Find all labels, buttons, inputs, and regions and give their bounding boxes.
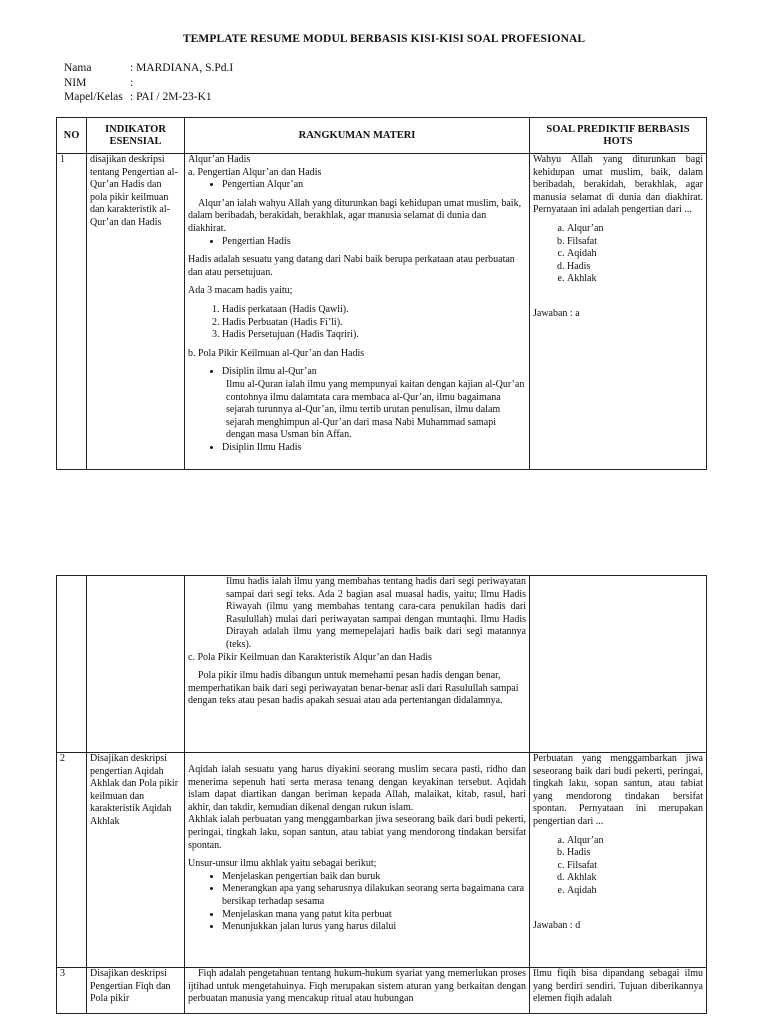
header-rangkuman: RANGKUMAN MATERI — [185, 118, 530, 154]
header-row — [57, 118, 707, 154]
list-item: • Menunjukkan jalan lurus yang harus dilalui — [222, 921, 526, 934]
bullet-pengertian-hadis: • Pengertian Hadis — [222, 236, 526, 249]
list-item: d. Hadis — [567, 261, 703, 274]
soal-question: Wahyu Allah yang diturunkan bagi kehidupan umat muslim, baik, dalam beribadah, berakidah, berakhlak, agar manusia selamat di dunia dan diakhirat. Pernyataan ini adalah pengertian dari ... — [533, 154, 703, 216]
indikator-cell: Disajikan deskripsi pengertian Aqidah Akhlak dan Pola pikir keilmuan dan karakteristik Aqidah Akhlak — [87, 753, 185, 968]
paragraph-akhlak: Akhlak ialah perbuatan yang menggambarkan jiwa seseorang baik dari budi pekerti, peringai, tingkah laku, sopan santun, atau tabiat yang mendorong tindakan bersifat spontan. — [188, 814, 526, 851]
list-item: • Menerangkan apa yang seharusnya dilakukan seorang serta bagaimana cara bersikap terhadap sesama — [222, 883, 526, 908]
list-item: b. Filsafat — [567, 236, 703, 249]
resume-table-2 — [56, 575, 707, 1014]
paragraph-alquran: Alqur’an ialah wahyu Allah yang diturunkan bagi kehidupan umat muslim, baik, dalam beribadah, berakidah, berakhlak, agar manusia selamat di dunia dan diakhirat. — [188, 197, 522, 234]
nama-label: Nama — [64, 62, 92, 74]
paragraph-macam-hadis: Ada 3 macam hadis yaitu; — [188, 285, 293, 297]
list-item: e. Aqidah — [567, 885, 703, 898]
materi-subtitle-b: b. Pola Pikir Keilmuan al-Qur’an dan Hadis — [188, 347, 365, 359]
indikator-cell — [87, 576, 185, 753]
document-title: TEMPLATE RESUME MODUL BERBASIS KISI-KISI SOAL PROFESIONAL — [182, 33, 586, 45]
header-indikator: INDIKATOR ESENSIAL — [87, 118, 185, 154]
soal-options — [533, 835, 703, 898]
materi-title: Alqur’an Hadis — [188, 154, 251, 165]
soal-cell — [530, 968, 707, 1014]
soal-question: Ilmu fiqih bisa dipandang sebagai ilmu yang berdiri sendiri. Tujuan diberikannya elemen fiqih adalah — [533, 968, 703, 1005]
paragraph-ilmu-quran: Ilmu al-Quran ialah ilmu yang mempunyai kaitan dengan kajian al-Qur’an contohnya ilmu dalamtata cara membaca al-Qur’an, ilmu bagaimana sejarah turunnya al-Qur’an, ilmu tertib urutan penulisan, ilmu dalam sejarah menghimpun al-Qur’an dari masa Nabi Muhammad samapi dengan masa Usman bin Affan. — [226, 378, 525, 441]
list-item: 2. Hadis Perbuatan (Hadis Fi’li). — [222, 317, 526, 330]
materi-subtitle-c: c. Pola Pikir Keilmuan dan Karakteristik Alqur’an dan Hadis — [188, 651, 432, 663]
materi-cell — [185, 968, 530, 1014]
table-row-3 — [57, 968, 707, 1014]
list-item: d. Akhlak — [567, 872, 703, 885]
jawaban: Jawaban : d — [533, 919, 581, 931]
unsur-list — [188, 871, 526, 934]
list-item: • Menjelaskan mana yang patut kita perbuat — [222, 909, 526, 922]
mapel-line — [64, 91, 212, 103]
paragraph-hadis: Hadis adalah sesuatu yang datang dari Nabi baik berupa perkataan atau perbuatan dan atau persetujuan. — [188, 254, 515, 278]
nim-label: NIM — [64, 77, 87, 89]
paragraph-ilmu-hadis: Ilmu hadis ialah ilmu yang membahas tentang hadis dari segi periwayatan sampai dari segi teks. Ada 2 bagian asal muasal hadis, yaitu; Ilmu Hadis Riwayah (ilmu yang membahas tentang cara-cara penukilan hadis dari Rasulullah) mulai dari periwayatan sampai dengan muntaqhi. Ilmu Hadis Dirayah adalah ilmu yang memepelajari hadis baik dari segi matannya (teks). — [226, 576, 526, 650]
materi-cell — [185, 154, 530, 470]
mapel-label: Mapel/Kelas — [64, 91, 123, 103]
list-item: a. Alqur’an — [567, 223, 703, 236]
list-item: b. Hadis — [567, 847, 703, 860]
header-no: NO — [57, 118, 87, 154]
paragraph-aqidah: Aqidah ialah sesuatu yang harus diyakini seorang muslim secara pasti, ridho dan menerima sepenuh hati serta merasa tenang dengan keyakinan tersebut. Aqidah islam dapat diartikan dangan beriman kepada Allah, malaikat, kitab, rasul, hari akhir, dan takdir, kemudian dikenal dengan rukun islam. — [188, 764, 526, 813]
list-item: 3. Hadis Persetujuan (Hadis Taqriri). — [222, 329, 526, 342]
bullet-disiplin-hadis: • Disiplin Ilmu Hadis — [222, 442, 526, 455]
resume-table-1 — [56, 117, 707, 470]
materi-cell — [185, 753, 530, 968]
list-item: 1. Hadis perkataan (Hadis Qawli). — [222, 304, 526, 317]
bullet-pengertian-alquran: • Pengertian Alqur’an — [222, 179, 526, 192]
row-number: 1 — [57, 154, 87, 470]
materi-subtitle-a: a. Pengertian Alqur’an dan Hadis — [188, 166, 322, 178]
table-row-1-continued — [57, 576, 707, 753]
paragraph-pola-pikir: Pola pikir ilmu hadis dibangun untuk memehami pesan hadis dengan benar, memperhatikan baik dari segi periwayatan benar-benar asli dari Rasulullah sampai dengan teks atau pesan hadis apakah sesuai atau ada pertentangan didalamnya. — [188, 670, 519, 707]
mapel-value: : PAI / 2M-23-K1 — [130, 91, 212, 103]
soal-cell — [530, 576, 707, 753]
soal-question: Perbuatan yang menggambarkan jiwa seseorang baik dari budi pekerti, peringai, tingkah laku, sopan santun, atau tabiat yang mendorong tindakan bersifat spontan. Pernyataan ini merupakan pengertian dari ... — [533, 753, 703, 827]
list-item: e. Akhlak — [567, 273, 703, 286]
table-row-1 — [57, 154, 707, 470]
jawaban: Jawaban : a — [533, 307, 580, 319]
list-item: a. Alqur’an — [567, 835, 703, 848]
row-number: 3 — [57, 968, 87, 1014]
list-item: c. Filsafat — [567, 860, 703, 873]
soal-cell — [530, 154, 707, 470]
paragraph-unsur: Unsur-unsur ilmu akhlak yaitu sebagai berikut; — [188, 858, 377, 870]
macam-hadis-list — [188, 304, 526, 342]
materi-cell — [185, 576, 530, 753]
soal-options — [533, 223, 703, 286]
nim-value: : — [130, 77, 134, 89]
list-item: c. Aqidah — [567, 248, 703, 261]
indikator-cell: disajikan deskripsi tentang Pengertian al-Qur’an Hadis dan pola pikir keilmuan dan karakteristik al-Qur’an dan Hadis — [87, 154, 185, 470]
row-number: 2 — [57, 753, 87, 968]
bullet-disiplin-quran: • Disiplin ilmu al-Qur’an — [222, 366, 526, 379]
list-item: • Menjelaskan pengertian baik dan buruk — [222, 871, 526, 884]
indikator-cell: Disajikan deskripsi Pengertian Fiqh dan Pola pikir — [87, 968, 185, 1014]
nama-line — [64, 62, 233, 74]
row-number — [57, 576, 87, 753]
paragraph-fiqh: Fiqh adalah pengetahuan tentang hukum-hukum syariat yang memerlukan proses ijtihad untuk mengetahuinya. Fiqh merupakan sistem aturan yang berkaitan dengan perbuatan manusia yang mencakup ritual atau hubungan — [188, 968, 526, 1005]
soal-cell — [530, 753, 707, 968]
header-soal: SOAL PREDIKTIF BERBASIS HOTS — [530, 118, 707, 154]
table-row-2 — [57, 753, 707, 968]
nim-line — [64, 77, 133, 89]
nama-value: : MARDIANA, S.Pd.I — [130, 62, 234, 74]
